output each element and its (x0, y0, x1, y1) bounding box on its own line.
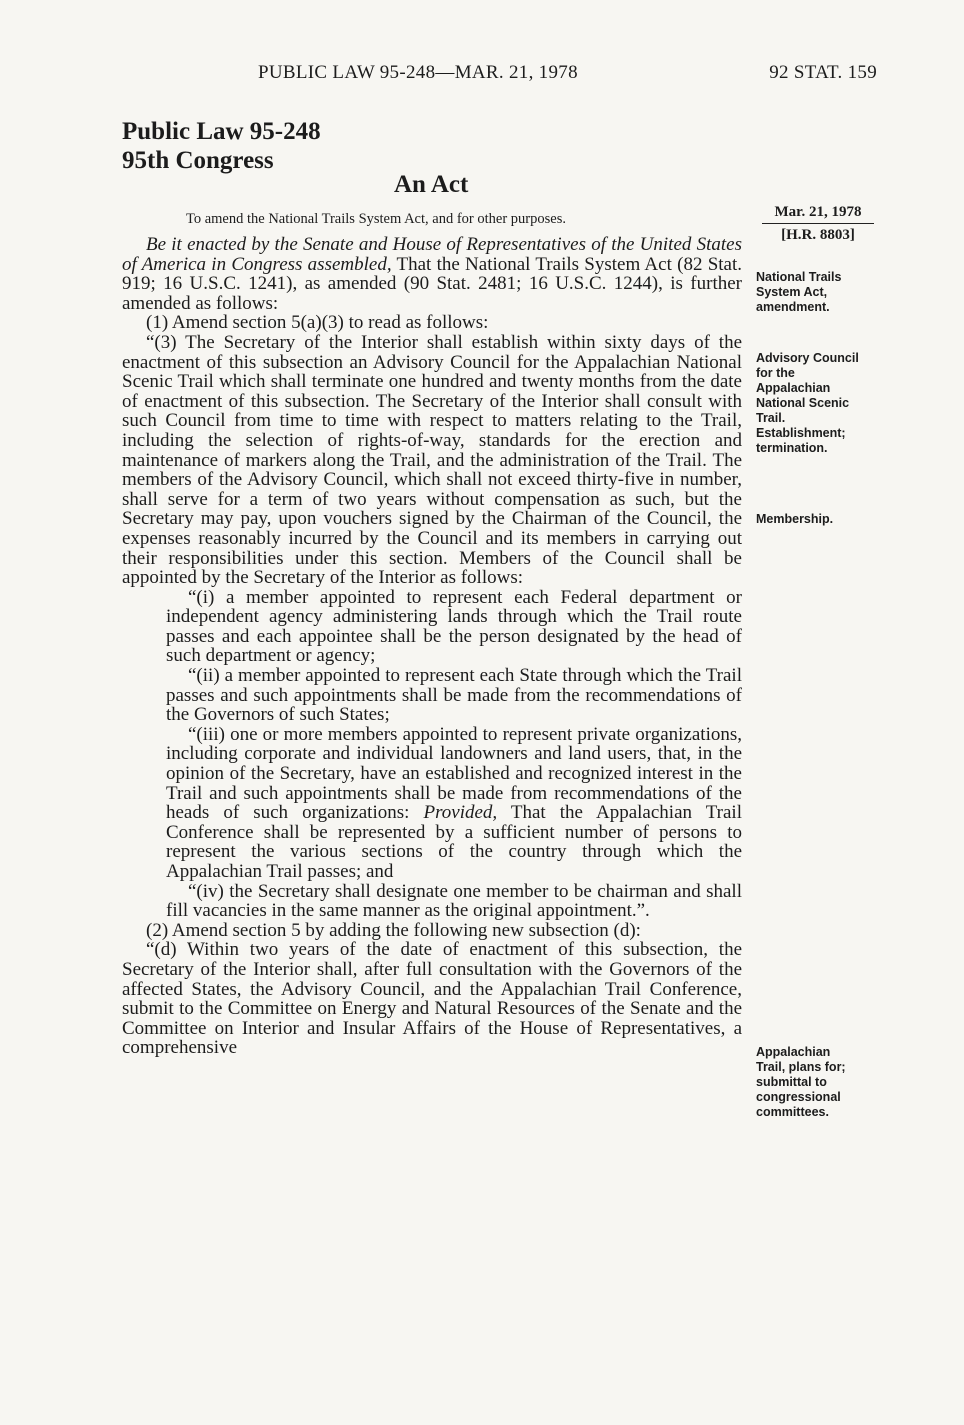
margin-note-national-trails (756, 270, 886, 315)
amendment-1-text (122, 333, 742, 588)
clause-iii-text-a: “(iii) one or more members appointed to represent private organizations, including corporate and individual landowners and land users, that, in the opinion of the Secretary, have an established and recognized interest in the Trail and such appointments shall be made from recommendations of the heads of such organizations: (166, 723, 742, 824)
enactment-info (762, 203, 874, 246)
amendment-1-text-part-a: “(3) The Secretary of the Interior shall establish within sixty days of the enactment of this subsection an Advisory Council for the Appalachian National Scenic Trail which shall terminate one hundred and twenty months from the date of enactment of this subsection. The Secretary of the Interior shall consult with such Council from time to time with respect to matters relating to the Trail, including the selection of rights-of-way, standards for the erection and maintenance of markers along the Trail, and the administration of the Trail. (122, 331, 742, 471)
congress-label: 95th Congress (122, 147, 274, 174)
enacting-clause-text: That the National Trails System Act (82 Stat. 919; 16 U.S.C. 1241), as amended (90 Stat. 2481; 16 U.S.C. 1244), is further amended as follows: (122, 253, 743, 314)
amendment-1-text-part-b: The members of the Advisory Council, which shall not exceed thirty-five in number, shall serve for a term of two years without compensation as such, but the Secretary may pay, upon vouchers signed by the Chairman of the Council, the expenses reasonably incurred by the Council and its members in carrying out their responsibilities under this section. Members of the Council shall be appointed by the Secretary of the Interior as follows: (122, 449, 743, 589)
margin-note-membership (756, 512, 886, 527)
act-body (122, 235, 742, 1058)
margin-note-line: Trail. (756, 411, 786, 425)
amendment-1-intro: (1) Amend section 5(a)(3) to read as follows: (146, 312, 489, 334)
margin-note-line: submittal to (756, 1075, 827, 1089)
act-purpose: To amend the National Trails System Act, and for other purposes. (186, 211, 566, 227)
enacting-clause (122, 235, 742, 313)
amendment-2-text: “(d) Within two years of the date of enactment of this subsection, the Secretary of the Interior shall, after full consultation with the Governors of the affected States, the Advisory Council, and the Appalachian Trail Conference, submit to the Committee on Energy and Natural Resources of the Senate and the Committee on Interior and Insular Affairs of the House of Representatives, a comprehensive (122, 939, 742, 1059)
margin-note-trail-plans (756, 1045, 886, 1120)
margin-note-line: for the (756, 366, 795, 380)
running-head: PUBLIC LAW 95-248—MAR. 21, 1978 (258, 62, 578, 83)
clause-i: “(i) a member appointed to represent each Federal department or independent agency administering lands through which the Trail route passes and each appointee shall be the person designated by the head of such department or agency; (166, 586, 742, 667)
clause-iii (166, 725, 742, 882)
clause-iv: “(iv) the Secretary shall designate one member to be chairman and shall fill vacancies in the same manner as the original appointment.”. (166, 880, 742, 922)
clause-iii-text-b: That the Appalachian Trail Conference shall be represented by a sufficient number of persons to represent the various sections of the country through which the Appalachian Trail passes; and (166, 802, 742, 882)
margin-note-line: committees. (756, 1105, 829, 1119)
margin-note-line: Appalachian (756, 1045, 831, 1059)
margin-note-line: Establishment; (756, 426, 846, 440)
enactment-date: Mar. 21, 1978 (762, 203, 874, 224)
statute-page-number: 92 STAT. 159 (769, 62, 877, 83)
amendment-2-intro: (2) Amend section 5 by adding the following new subsection (d): (146, 919, 641, 941)
clause-iii-provided: Provided, (423, 802, 498, 824)
act-title: An Act (394, 171, 469, 198)
margin-note-line: National Scenic (756, 396, 850, 410)
margin-note-line: termination. (756, 441, 828, 455)
clause-ii: “(ii) a member appointed to represent each State through which the Trail passes and such appointments shall be made from the recommendations of the Governors of such States; (166, 665, 742, 726)
margin-note-line: Advisory Council (756, 351, 859, 365)
margin-note-line: congressional (756, 1090, 841, 1104)
margin-note-line: System Act, (756, 285, 828, 299)
bill-number: [H.R. 8803] (781, 227, 855, 243)
law-number: Public Law 95-248 (122, 118, 321, 145)
margin-note-line: amendment. (756, 300, 830, 314)
margin-note-advisory-council (756, 351, 886, 456)
margin-note-line: Trail, plans for; (756, 1060, 846, 1074)
margin-note-line: National Trails (756, 270, 842, 284)
margin-note-line: Membership. (756, 512, 834, 526)
enacting-clause-italic: Be it enacted by the Senate and House of Representatives of the United States of America in Congress assembled, (122, 234, 742, 275)
margin-note-line: Appalachian (756, 381, 831, 395)
